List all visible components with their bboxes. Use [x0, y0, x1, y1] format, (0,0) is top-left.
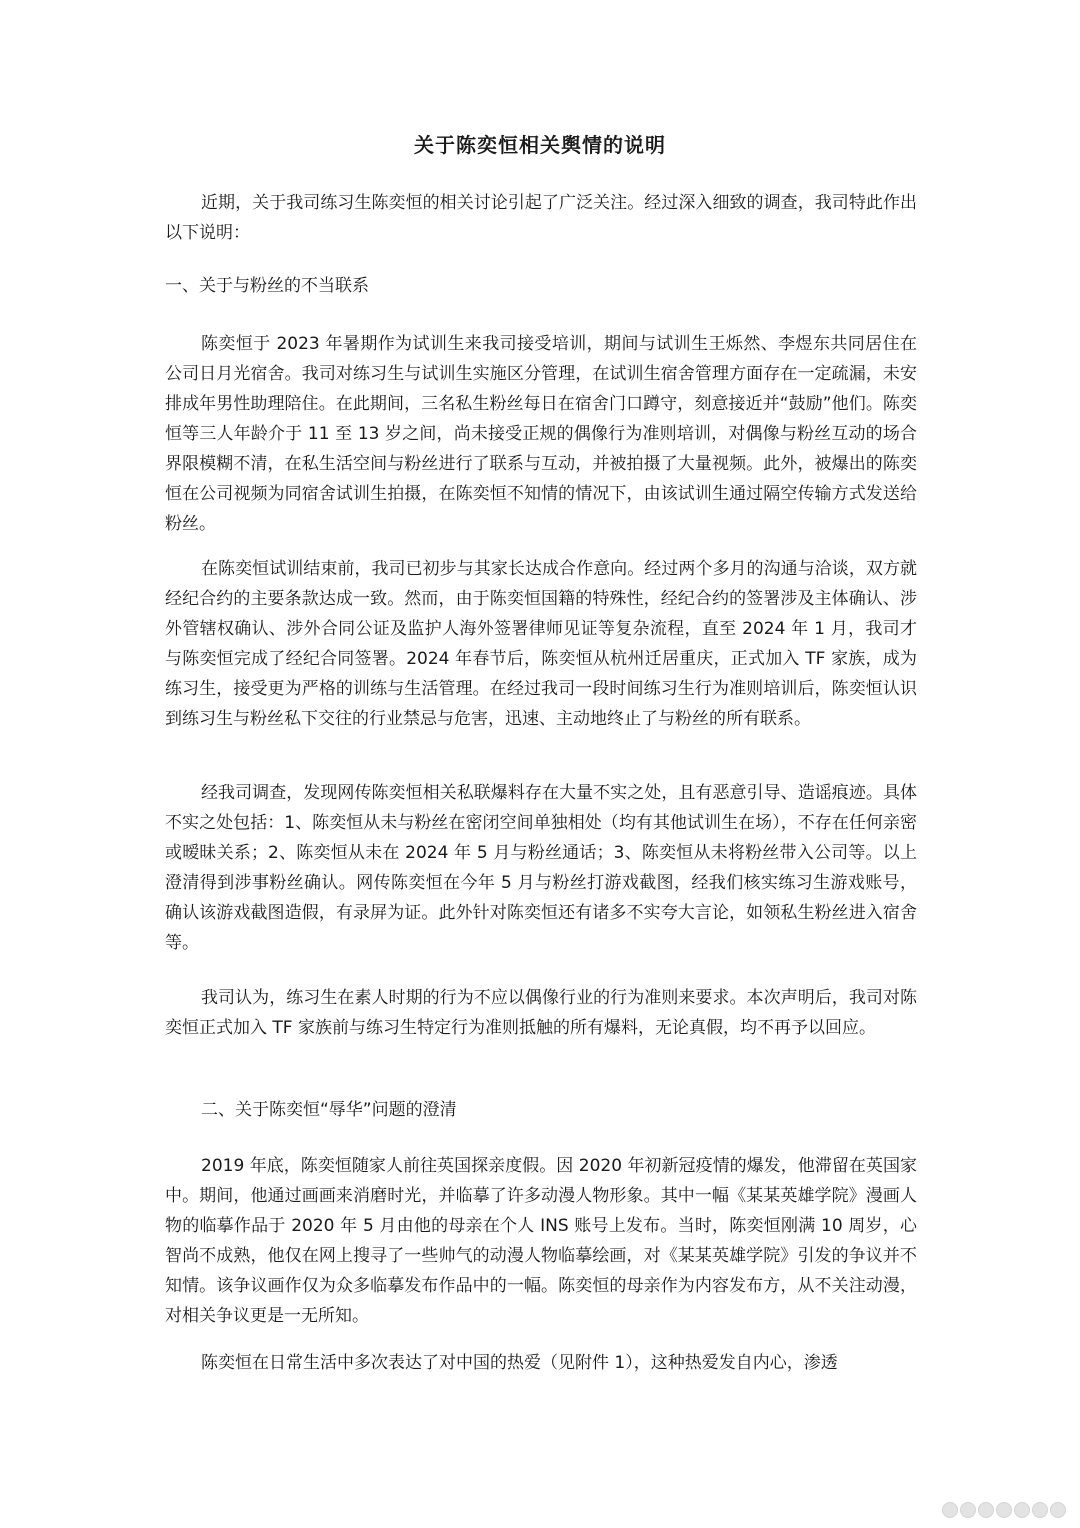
watermark [942, 1502, 1066, 1518]
intro-paragraph: 近期，关于我司练习生陈奕恒的相关讨论引起了广泛关注。经过深入细致的调查，我司特此作出以下说明： [165, 193, 917, 243]
section-2-paragraph-1: 2019 年底，陈奕恒随家人前往英国探亲度假。因 2020 年初新冠疫情的爆发，他滞留在英国家中。期间，他通过画画来消磨时光，并临摹了许多动漫人物形象。其中一幅《某某英雄学院》漫画人物的临摹作品于 2020 年 5 月由他的母亲在个人 INS 账号上发布。当时，陈奕恒刚满 10 周岁，心智尚不成熟，他仅在网上搜寻了一些帅气的动漫人物临摹绘画，对《某某英雄学院》引发的争议并不知情。该争议画作仅为众多临摹发布作品中的一幅。陈奕恒的母亲作为内容发布方，从不关注动漫，对相关争议更是一无所知。 [165, 1156, 917, 1326]
watermark-dot-icon [960, 1502, 976, 1518]
watermark-dot-icon [978, 1502, 994, 1518]
section-1-paragraph-4: 我司认为，练习生在素人时期的行为不应以偶像行业的行为准则来要求。本次声明后，我司对陈奕恒正式加入 TF 家族前与练习生特定行为准则抵触的所有爆料，无论真假，均不再予以回应。 [165, 988, 917, 1038]
section-2-paragraph-2: 陈奕恒在日常生活中多次表达了对中国的热爱（见附件 1），这种热爱发自内心，渗透 [201, 1353, 838, 1373]
watermark-dot-icon [1050, 1502, 1066, 1518]
watermark-dot-icon [942, 1502, 958, 1518]
watermark-dot-icon [1032, 1502, 1048, 1518]
section-1-paragraph-1: 陈奕恒于 2023 年暑期作为试训生来我司接受培训，期间与试训生王烁然、李煜东共同居住在公司日月光宿舍。我司对练习生与试训生实施区分管理，在试训生宿舍管理方面存在一定疏漏，未安排成年男性助理陪住。在此期间，三名私生粉丝每日在宿舍门口蹲守，刻意接近并“鼓励”他们。陈奕恒等三人年龄介于 11 至 13 岁之间，尚未接受正规的偶像行为准则培训，对偶像与粉丝互动的场合界限模糊不清，在私生活空间与粉丝进行了联系与互动，并被拍摄了大量视频。此外，被爆出的陈奕恒在公司视频为同宿舍试训生拍摄，在陈奕恒不知情的情况下，由该试训生通过隔空传输方式发送给粉丝。 [165, 334, 917, 534]
section-1-paragraph-3: 经我司调查，发现网传陈奕恒相关私联爆料存在大量不实之处，且有恶意引导、造谣痕迹。具体不实之处包括：1、陈奕恒从未与粉丝在密闭空间单独相处（均有其他试训生在场），不存在任何亲密或暧昧关系；2、陈奕恒从未在 2024 年 5 月与粉丝通话；3、陈奕恒从未将粉丝带入公司等。以上澄清得到涉事粉丝确认。网传陈奕恒在今年 5 月与粉丝打游戏截图，经我们核实练习生游戏账号，确认该游戏截图造假，有录屏为证。此外针对陈奕恒还有诸多不实夸大言论，如领私生粉丝进入宿舍等。 [165, 783, 917, 953]
section-2-heading: 二、关于陈奕恒“辱华”问题的澄清 [201, 1100, 457, 1120]
document-title: 关于陈奕恒相关舆情的说明 [414, 133, 666, 157]
watermark-dot-icon [1014, 1502, 1030, 1518]
watermark-dot-icon [996, 1502, 1012, 1518]
section-1-paragraph-2: 在陈奕恒试训结束前，我司已初步与其家长达成合作意向。经过两个多月的沟通与洽谈，双方就经纪合约的主要条款达成一致。然而，由于陈奕恒国籍的特殊性，经纪合约的签署涉及主体确认、涉外管辖权确认、涉外合同公证及监护人海外签署律师见证等复杂流程，直至 2024 年 1 月，我司才与陈奕恒完成了经纪合同签署。2024 年春节后，陈奕恒从杭州迁居重庆，正式加入 TF 家族，成为练习生，接受更为严格的训练与生活管理。在经过我司一段时间练习生行为准则培训后，陈奕恒认识到练习生与粉丝私下交往的行业禁忌与危害，迅速、主动地终止了与粉丝的所有联系。 [165, 559, 917, 729]
section-1-heading: 一、关于与粉丝的不当联系 [165, 276, 369, 296]
